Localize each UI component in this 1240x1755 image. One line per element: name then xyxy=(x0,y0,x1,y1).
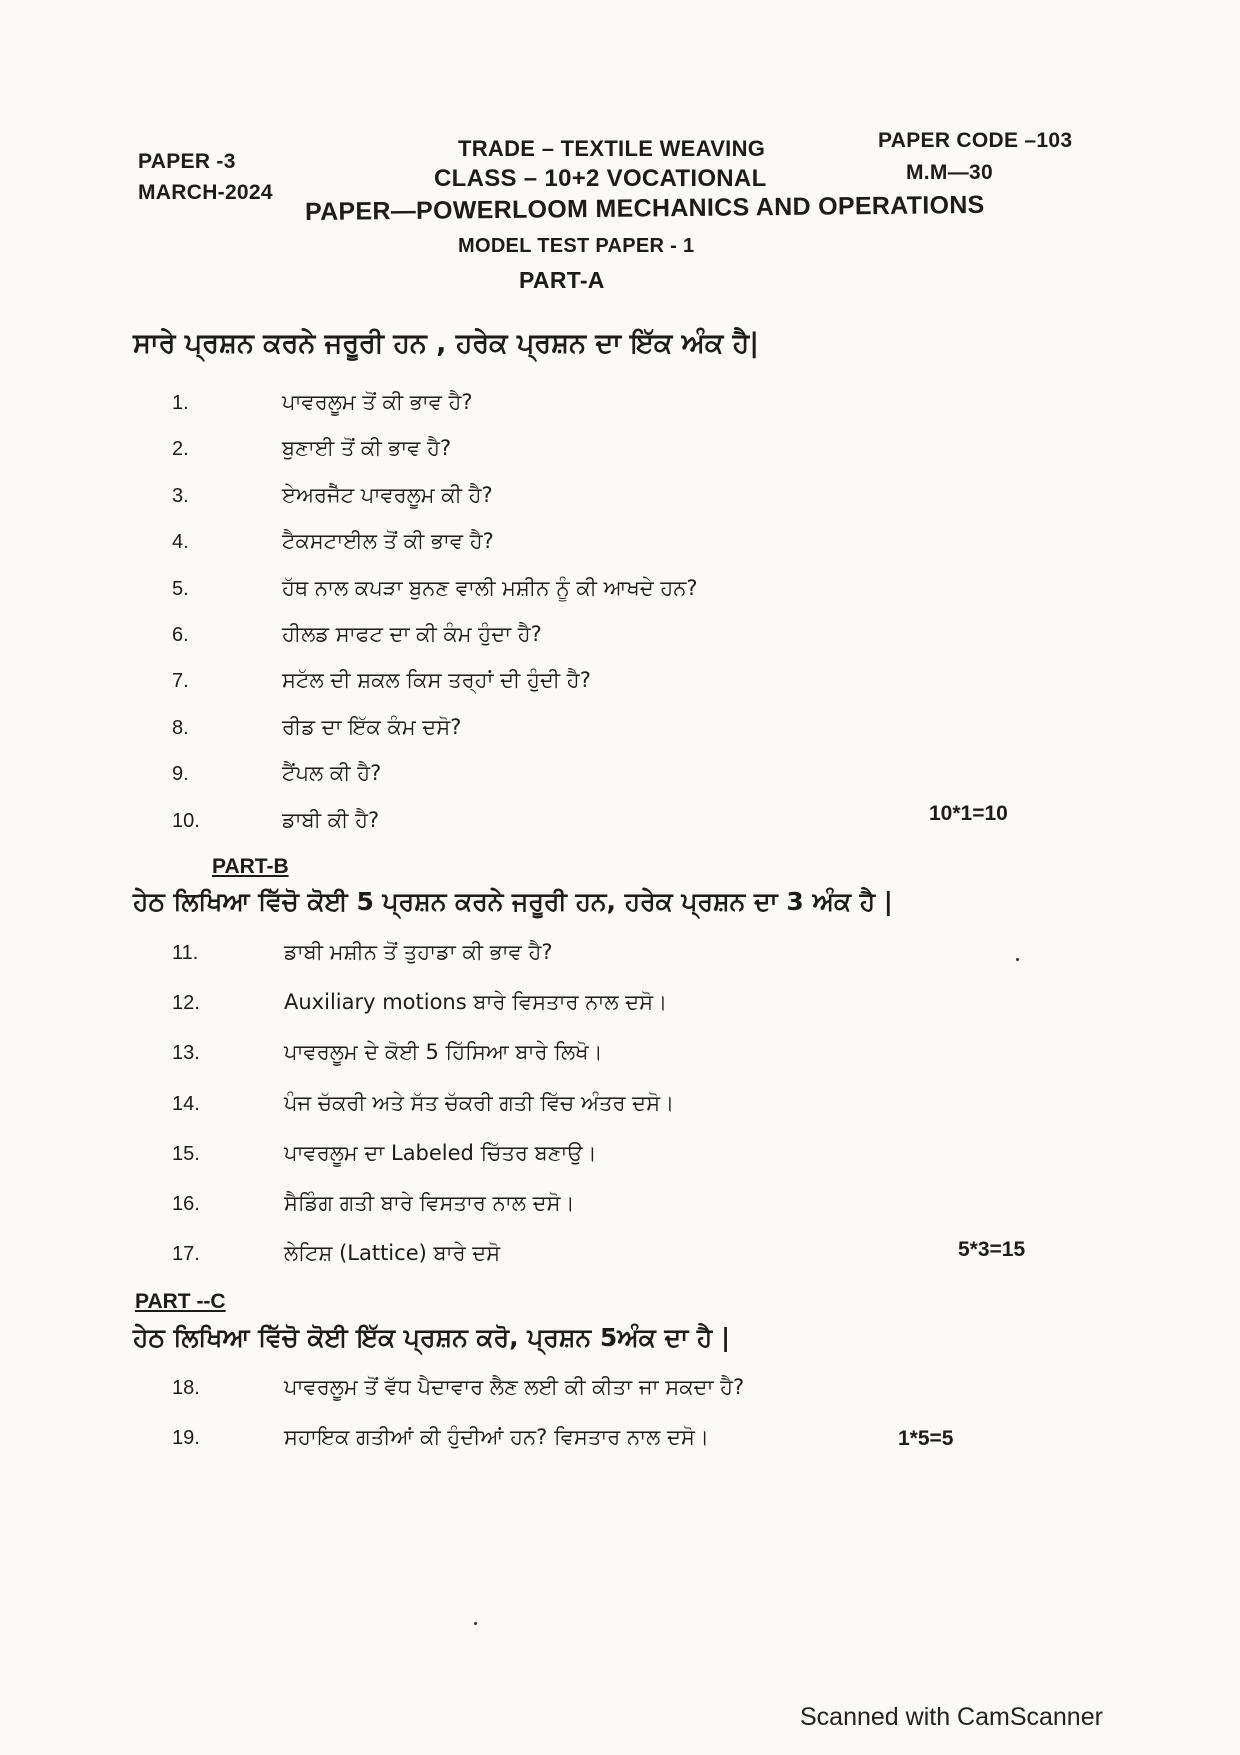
part-a-instruction: ਸਾਰੇ ਪ੍ਰਸ਼ਨ ਕਰਨੇ ਜਰੂਰੀ ਹਨ , ਹਰੇਕ ਪ੍ਰਸ਼ਨ ਦਾ ਇੱਕ ਅੰਕ ਹੈ| xyxy=(133,328,760,359)
question-number: 11. xyxy=(172,942,199,964)
question-text: ਟੈਕਸਟਾਈਲ ਤੋਂ ਕੀ ਭਾਵ ਹੈ? xyxy=(282,529,494,554)
question-number: 7. xyxy=(172,670,189,693)
question-number: 19. xyxy=(172,1427,200,1449)
model-test-label: MODEL TEST PAPER - 1 xyxy=(458,235,695,257)
question-number: 3. xyxy=(172,484,189,507)
question-number: 1. xyxy=(172,392,189,414)
question-text: ਡਾਬੀ ਕੀ ਹੈ? xyxy=(282,807,380,832)
part-c-instruction: ਹੇਠ ਲਿਖਿਆ ਵਿੱਚੋ ਕੋਈ ਇੱਕ ਪ੍ਰਸ਼ਨ ਕਰੋ, ਪ੍ਰਸ਼ਨ 5ਅੰਕ ਦਾ ਹੈ | xyxy=(133,1323,731,1352)
question-text: ਪਾਵਰਲੂਮ ਦੇ ਕੋਈ 5 ਹਿੱਸਿਆ ਬਾਰੇ ਲਿਖੋ। xyxy=(284,1040,603,1065)
question-number: 10. xyxy=(172,809,200,832)
question-text: ਸਹਾਇਕ ਗਤੀਆਂ ਕੀ ਹੁੰਦੀਆਂ ਹਨ? ਵਿਸਤਾਰ ਨਾਲ ਦਸੋ। xyxy=(284,1425,710,1449)
trade-label: TRADE – TEXTILE WEAVING xyxy=(458,136,766,161)
camscanner-watermark: Scanned with CamScanner xyxy=(800,1703,1103,1731)
exam-date: MARCH-2024 xyxy=(138,181,273,204)
question-text: ਬੁਣਾਈ ਤੋਂ ਕੀ ਭਾਵ ਹੈ? xyxy=(282,436,452,461)
question-number: 15. xyxy=(172,1142,200,1165)
part-b-title: PART-B xyxy=(212,855,289,878)
question-text: ਪਾਵਰਲੂਮ ਤੋਂ ਕੀ ਭਾਵ ਹੈ? xyxy=(282,390,473,414)
question-text: ਸੈਡਿੰਗ ਗਤੀ ਬਾਰੇ ਵਿਸਤਾਰ ਨਾਲ ਦਸੋ। xyxy=(284,1191,575,1215)
question-text: ਟੈਂਪਲ ਕੀ ਹੈ? xyxy=(282,761,382,786)
question-text: ਰੀਡ ਦਾ ਇੱਕ ਕੰਮ ਦਸੋ? xyxy=(282,714,462,739)
part-a-title: PART-A xyxy=(519,267,605,293)
part-b-marks: 5*3=15 xyxy=(958,1238,1026,1261)
scan-speck xyxy=(474,1622,477,1625)
paper-number: PAPER -3 xyxy=(138,150,236,173)
question-text: ਏਅਰਜੈੱਟ ਪਾਵਰਲੂਮ ਕੀ ਹੈ? xyxy=(282,482,493,507)
question-number: 2. xyxy=(172,438,189,461)
question-number: 4. xyxy=(172,531,189,554)
question-text: ਸਟੱਲ ਦੀ ਸ਼ਕਲ ਕਿਸ ਤਰ੍ਹਾਂ ਦੀ ਹੁੰਦੀ ਹੈ? xyxy=(282,668,591,693)
question-text: ਪਾਵਰਲੂਮ ਦਾ Labeled ਚਿੱਤਰ ਬਣਾਉ। xyxy=(284,1140,597,1165)
question-number: 17. xyxy=(172,1243,200,1266)
scan-speck xyxy=(1016,958,1019,961)
question-number: 9. xyxy=(172,763,189,786)
paper-title: PAPER—POWERLOOM MECHANICS AND OPERATIONS xyxy=(304,190,985,226)
question-number: 14. xyxy=(172,1092,200,1115)
part-b-instruction: ਹੇਠ ਲਿਖਿਆ ਵਿੱਚੋ ਕੋਈ 5 ਪ੍ਰਸ਼ਨ ਕਰਨੇ ਜਰੂਰੀ ਹਨ, ਹਰੇਕ ਪ੍ਰਸ਼ਨ ਦਾ 3 ਅੰਕ ਹੈ | xyxy=(133,887,893,916)
question-text: ਡਾਬੀ ਮਸ਼ੀਨ ਤੋਂ ਤੁਹਾਡਾ ਕੀ ਭਾਵ ਹੈ? xyxy=(284,940,553,964)
question-number: 13. xyxy=(172,1042,200,1065)
question-text: ਪਾਵਰਲੂਮ ਤੋਂ ਵੱਧ ਪੈਦਾਵਾਰ ਲੈਣ ਲਈ ਕੀ ਕੀਤਾ ਜਾ ਸਕਦਾ ਹੈ? xyxy=(284,1375,745,1399)
question-number: 16. xyxy=(172,1193,200,1215)
question-text: ਹੱਥ ਨਾਲ ਕਪੜਾ ਬੁਨਣ ਵਾਲੀ ਮਸ਼ੀਨ ਨੂੰ ਕੀ ਆਖਦੇ ਹਨ? xyxy=(282,575,698,600)
question-number: 18. xyxy=(172,1377,200,1399)
question-number: 8. xyxy=(172,716,189,739)
class-label: CLASS – 10+2 VOCATIONAL xyxy=(434,165,767,192)
question-text: Auxiliary motions ਬਾਰੇ ਵਿਸਤਾਰ ਨਾਲ ਦਸੋ। xyxy=(284,990,668,1015)
question-text: ਪੰਜ ਚੱਕਰੀ ਅਤੇ ਸੱਤ ਚੱਕਰੀ ਗਤੀ ਵਿੱਚ ਅੰਤਰ ਦਸੋ। xyxy=(284,1090,675,1115)
question-text: ਲੇਟਿਸ਼ (Lattice) ਬਾਰੇ ਦਸੋ xyxy=(284,1241,501,1266)
max-marks: M.M—30 xyxy=(906,161,993,184)
question-text: ਹੀਲਡ ਸਾਫਟ ਦਾ ਕੀ ਕੰਮ ਹੁੰਦਾ ਹੈ? xyxy=(282,622,542,646)
part-c-marks: 1*5=5 xyxy=(898,1427,954,1450)
part-c-title: PART --C xyxy=(135,1290,226,1313)
part-a-marks: 10*1=10 xyxy=(929,802,1008,825)
question-number: 5. xyxy=(172,577,189,600)
question-number: 12. xyxy=(172,992,200,1015)
paper-code: PAPER CODE –103 xyxy=(878,129,1073,152)
question-number: 6. xyxy=(172,624,189,646)
